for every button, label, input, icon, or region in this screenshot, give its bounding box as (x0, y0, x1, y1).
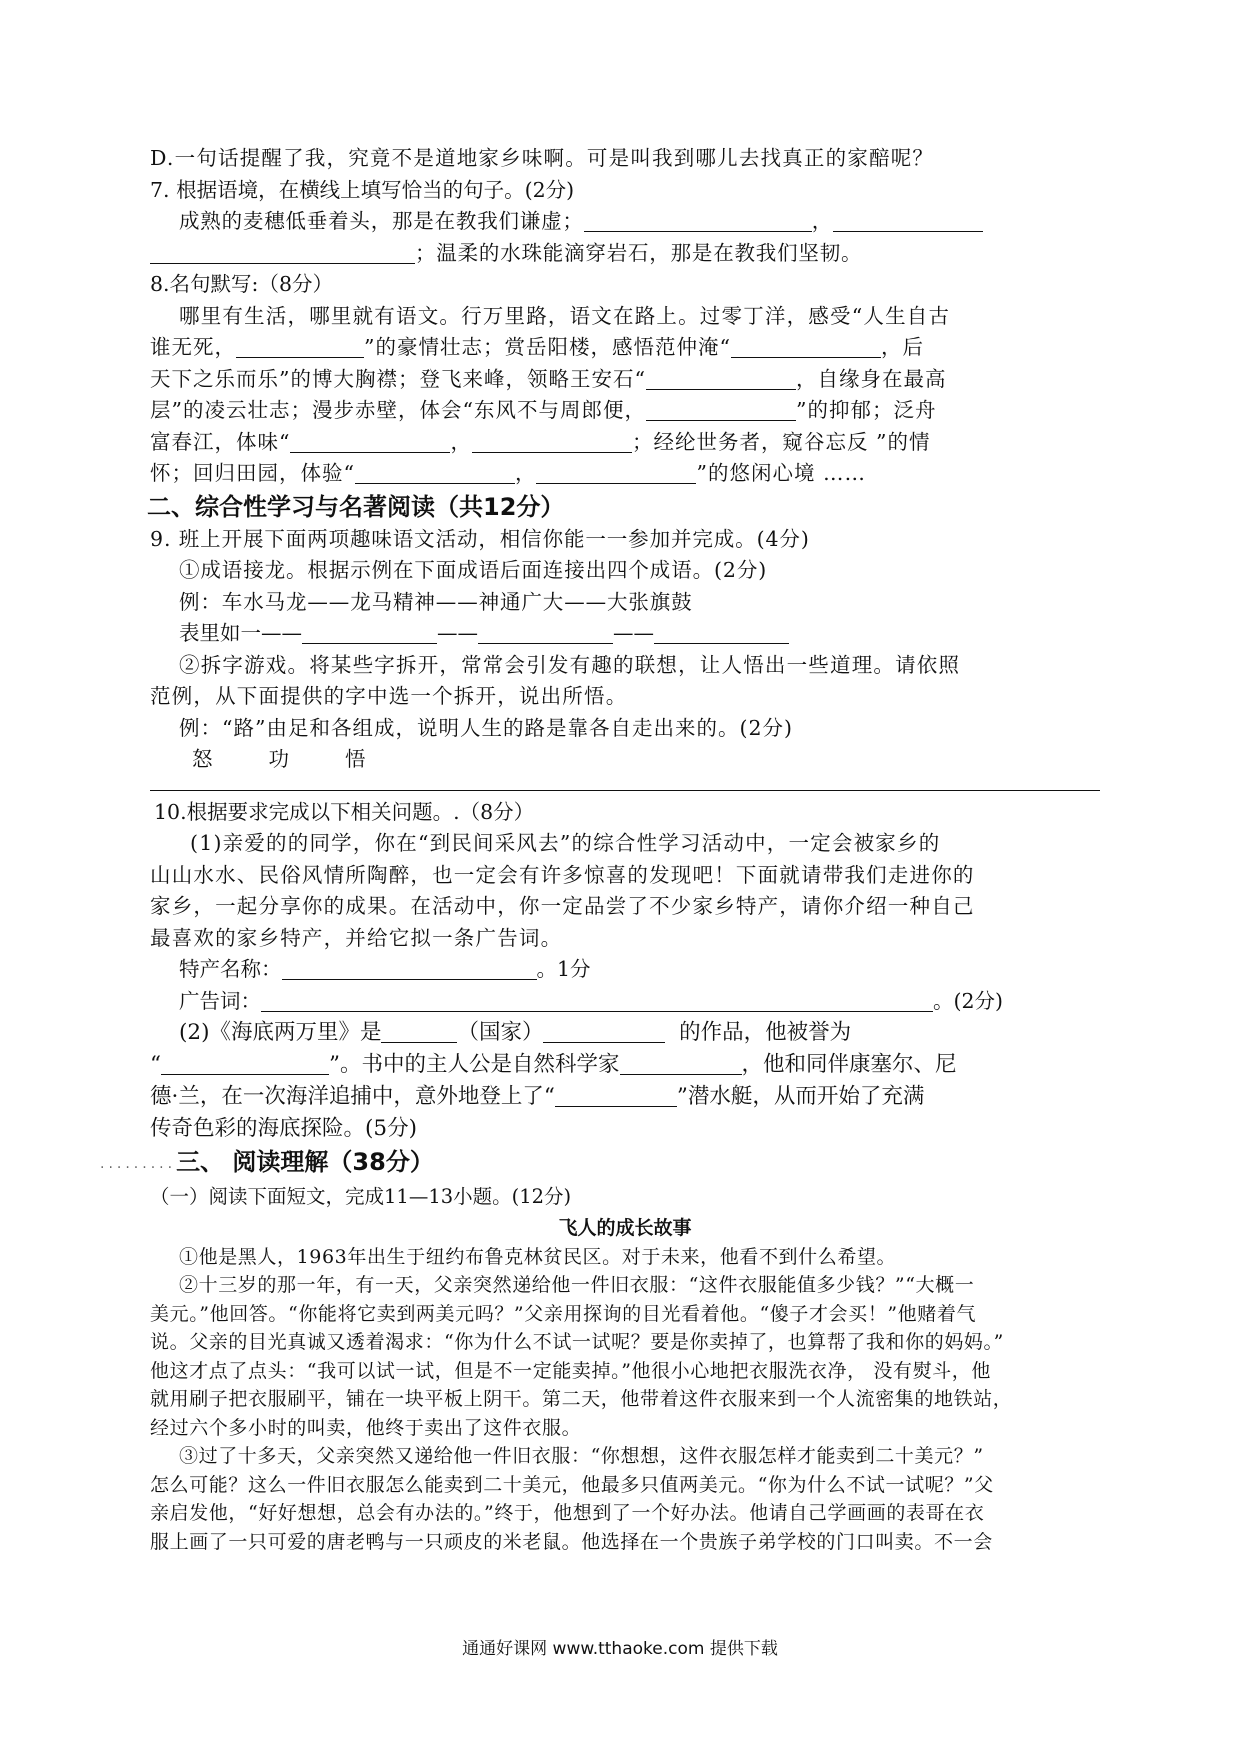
q10-p2b-2: ”。书中的主人公是自然科学家 (329, 1052, 620, 1077)
q10-part2-line3 (150, 1081, 1100, 1113)
q8-line1: 哪里有生活，哪里就有语文。行万里路，语文在路上。过零丁洋，感受“人生自古 (179, 303, 951, 328)
q8-l3a: 天下之乐而乐”的博大胸襟；登飞来峰，领略王安石“ (150, 366, 646, 391)
q8-line3 (150, 364, 1100, 396)
q7-blank-2a[interactable] (833, 211, 983, 232)
q9-part1: ①成语接龙。根据示例在下面成语后面连接出四个成语。(2分) (179, 558, 768, 582)
q8-l2c: ，后 (880, 335, 924, 359)
q8-blank-8[interactable] (536, 463, 696, 484)
q10-submarine-blank[interactable] (555, 1086, 677, 1107)
q8-blank-2[interactable] (731, 337, 881, 358)
q6-option-d: D.一句话提醒了我，究竟不是道地家乡味啊。可是叫我到哪儿去找真正的家醅呢？ (150, 146, 935, 170)
q9-answer-line[interactable] (150, 776, 1100, 791)
q10-p2c-1: 德·兰，在一次海洋追捕中，意外地登上了“ (150, 1084, 555, 1109)
q10-ad-row (150, 986, 1100, 1018)
q8-l5b: ， (450, 429, 472, 454)
reading-para-2-line: 就用刷子把衣服刷平，铺在一块平板上阴干。第二天，他带着这件衣服来到一个人流密集的地铁站， (150, 1388, 1013, 1410)
q8-blank-7[interactable] (355, 463, 515, 484)
q8-blank-3[interactable] (646, 369, 796, 390)
q9-stem: 9. 班上开展下面两项趣味语文活动，相信你能一一参加并完成。(4分) (150, 526, 810, 551)
reading-para-2-line: 经过六个多小时的叫卖，他终于卖出了这件衣服。 (150, 1416, 582, 1439)
q8-blank-6[interactable] (472, 432, 632, 453)
q9-part2-line1: ②拆字游戏。将某些字拆开，常常会引发有趣的联想，让人悟出一些道理。请依照 (179, 652, 961, 677)
q9-idiom-blank-2[interactable] (478, 623, 613, 644)
q8-stem: 8.名句默写:（8分） (150, 272, 334, 296)
q8-line5 (150, 427, 1100, 459)
q10-product-row (150, 954, 1100, 986)
q9-idiom-blank-1[interactable] (302, 623, 437, 644)
q8-line2 (150, 332, 1100, 364)
reading-para-3 (150, 1442, 1100, 1556)
reading-para-3-line: ③过了十多天，父亲突然又递给他一件旧衣服：“你想想，这件衣服怎样才能卖到二十美元？” (179, 1445, 984, 1467)
q7-line2 (150, 238, 1100, 270)
q9-dash-1: —— (261, 621, 302, 645)
q7-stem: 7. 根据语境，在横线上填写恰当的句子。(2分) (150, 177, 575, 202)
q10-part2-line2 (150, 1049, 1100, 1081)
q10-ad-blank[interactable] (261, 991, 933, 1012)
reading-para-2-line: 美元。”他回答。“你能将它卖到两美元吗？”父亲用探询的目光看着他。“傻子才会买！”他赌着气 (150, 1302, 977, 1325)
q9-dash-2: —— (437, 621, 478, 645)
q8-l2b: ”的豪情壮志；赏岳阳楼，感悟范仲淹“ (364, 335, 731, 359)
reading-para-2-line: ②十三岁的那一年，有一天，父亲突然递给他一件旧衣服：“这件衣服能值多少钱？”“大概一 (179, 1274, 975, 1296)
section-2-heading: 二、综合性学习与名著阅读（共12分） (147, 492, 565, 521)
q9-example2: 例：“路”由足和各组成，说明人生的路是靠各自走出来的。(2分) (179, 715, 793, 740)
q10-product-score: 。1分 (536, 957, 591, 981)
q8-blank-5[interactable] (290, 432, 450, 453)
q10-scientist-blank[interactable] (620, 1054, 742, 1075)
reading-para-2-line: 说。父亲的目光真诚又透着渴求：“你为什么不试一试呢？要是你卖掉了，也算帮了我和你的妈妈。” (150, 1331, 1004, 1353)
q9-char-2: 功 (268, 747, 289, 771)
q7-comma: ， (811, 209, 834, 233)
q8-line4 (150, 395, 1100, 427)
q10-p2b-3: ，他和同伴康塞尔、尼 (741, 1052, 957, 1077)
q10-p2a-1: (2)《海底两万里》是 (179, 1020, 382, 1045)
reading-para-3-line: 怎么可能？这么一件旧衣服怎么能卖到二十美元，他最多只值两美元。“你为什么不试一试呢？”父 (150, 1473, 994, 1496)
q9-idiom-chain (150, 618, 1100, 650)
q8-l6a: 怀；回归田园，体验“ (150, 461, 355, 485)
q8-line6 (150, 458, 1100, 490)
q7-line1-text: 成熟的麦穗低垂着头，那是在教我们谦虚； (179, 209, 584, 233)
q8-l4b: ”的抑郁；泛舟 (795, 398, 937, 422)
q10-product-blank[interactable] (282, 959, 537, 980)
q10-p2b-1: “ (150, 1052, 161, 1077)
q10-part1-line2: 山山水水、民俗风情所陶醉，也一定会有许多惊喜的发现吧！下面就请带我们走进你的 (150, 862, 975, 887)
q9-dash-3: —— (613, 621, 654, 645)
q7-line1 (150, 206, 1100, 238)
reading-para-1: ①他是黑人，1963年出生于纽约布鲁克林贫民区。对于未来，他看不到什么希望。 (179, 1245, 897, 1268)
q9-char-3: 悟 (345, 747, 366, 771)
q10-author-blank[interactable] (543, 1022, 665, 1043)
reading-para-2 (150, 1271, 1100, 1442)
q10-ad-label: 广告词： (179, 988, 261, 1013)
q10-part1-line4: 最喜欢的家乡特产，并给它拟一条广告词。 (150, 925, 563, 950)
q8-l5a: 富春江，体味“ (150, 429, 291, 454)
q7-blank-2b[interactable] (150, 243, 415, 264)
q10-p2a-2: （国家） (457, 1020, 544, 1045)
q7-line2-text: ；温柔的水珠能滴穿岩石，那是在教我们坚韧。 (415, 240, 863, 265)
q8-l5c: ；经纶世务者，窥谷忘反 ”的情 (631, 429, 931, 454)
q8-l6b: ， (514, 461, 537, 485)
q7-blank-1[interactable] (584, 211, 812, 232)
q9-example1: 例：车水马龙——龙马精神——神通广大——大张旗鼓 (179, 589, 693, 614)
q10-part1-line1: (1)亲爱的的同学，你在“到民间采风去”的综合性学习活动中，一定会被家乡的 (190, 831, 941, 855)
q10-title-blank[interactable] (161, 1054, 329, 1075)
q10-ad-score: 。(2分) (933, 988, 1004, 1013)
q10-stem: 10.根据要求完成以下相关问题。.（8分） (154, 799, 535, 824)
q9-start-idiom: 表里如一 (179, 621, 261, 645)
q8-blank-1[interactable] (236, 337, 364, 358)
q8-l2a: 谁无死， (150, 335, 236, 359)
exam-page-body (100, 143, 1100, 1556)
q9-idiom-blank-3[interactable] (654, 623, 789, 644)
q10-part2-line4: 传奇色彩的海底探险。(5分) (150, 1116, 417, 1141)
q8-blank-4[interactable] (646, 400, 796, 421)
reading-para-3-line: 亲启发他，“好好想想，总会有办法的。”终于，他想到了一个好办法。他请自己学画画的表哥在衣 (150, 1502, 985, 1524)
q8-l4a: 层”的凌云壮志；漫步赤壁，体会“东风不与周郎便， (150, 398, 646, 422)
q10-product-label: 特产名称： (179, 957, 282, 981)
q9-char-1: 怒 (192, 747, 213, 771)
section-3-heading-text: 三、 阅读理解（38分） (176, 1148, 434, 1176)
reading-para-3-line: 服上画了一只可爱的唐老鸭与一只顽皮的米老鼠。他选择在一个贵族子弟学校的门口叫卖。不一会 (150, 1530, 993, 1553)
q8-l3b: ，自缘身在最高 (795, 366, 947, 391)
q10-p2c-2: ”潜水艇，从而开始了充满 (676, 1084, 925, 1109)
reading-intro: （一）阅读下面短文，完成11—13小题。(12分) (150, 1185, 572, 1208)
q10-p2a-3: 的作品，他被誉为 (679, 1020, 852, 1045)
section-3-heading: .........三、 阅读理解（38分） (100, 1148, 434, 1176)
footer-watermark[interactable]: 通通好课网 www.tthaoke.com 提供下载 (462, 1639, 778, 1659)
q8-l6c: ”的悠闲心境 …… (696, 461, 866, 485)
q10-country-blank[interactable] (381, 1022, 457, 1043)
q10-part1-line3: 家乡，一起分享你的成果。在活动中，你一定品尝了不少家乡特产，请你介绍一种自己 (150, 894, 975, 918)
q10-part2-line1 (150, 1017, 1100, 1049)
q9-part2-line2: 范例，从下面提供的字中选一个拆开，说出所悟。 (150, 684, 628, 708)
reading-title: 飞人的成长故事 (558, 1216, 692, 1239)
q9-chars (150, 744, 1100, 776)
reading-para-2-line: 他这才点了点头：“我可以试一试，但是不一定能卖掉。”他很小心地把衣服洗衣净， 没有熨斗，他 (150, 1359, 991, 1382)
